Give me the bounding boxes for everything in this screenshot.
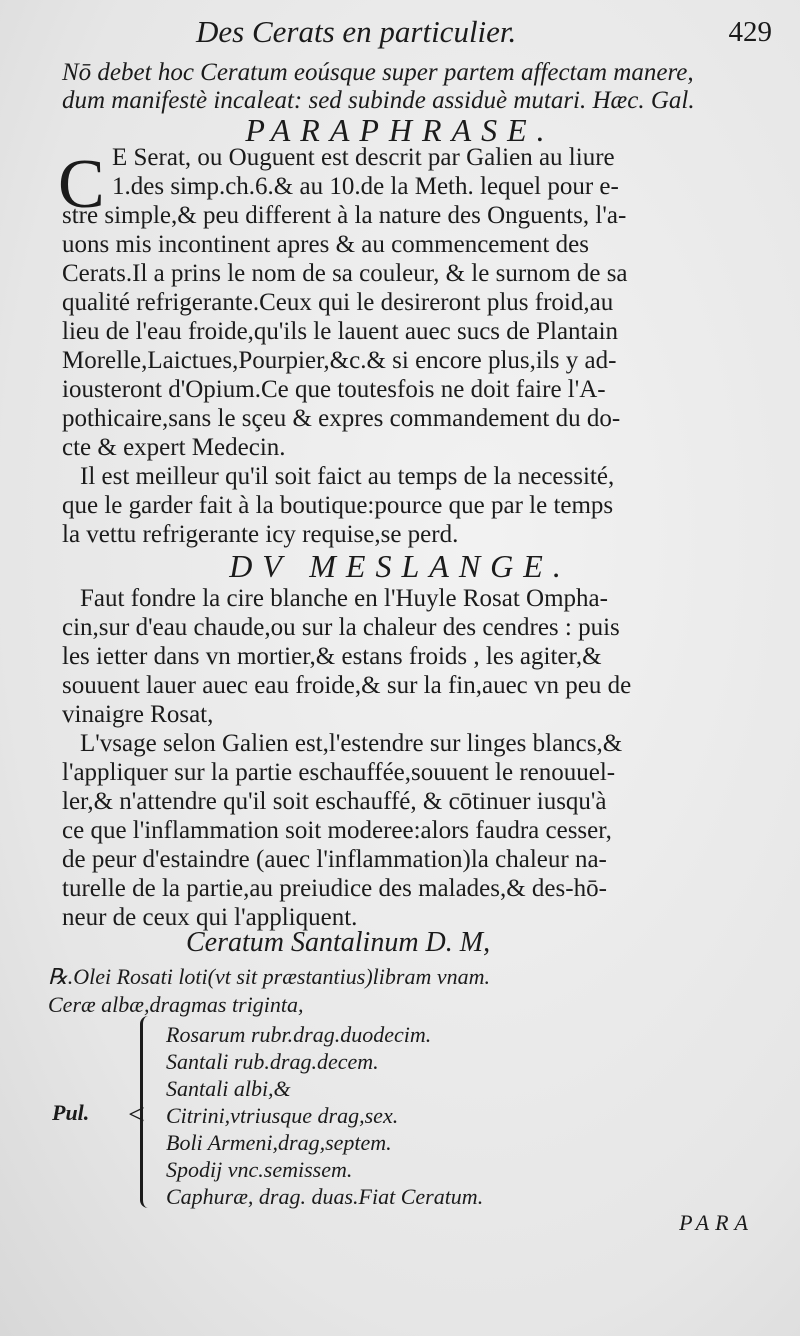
paragraph-line: Morelle,Laictues,Pourpier,&c.& si encore plus,ils y ad- — [62, 347, 617, 374]
ingredient-line: Santali albi,& — [166, 1076, 291, 1101]
section-title-paraphrase: PARAPHRASE. — [245, 112, 555, 148]
paragraph-line: les ietter dans vn mortier,& estans froids , les agiter,& — [62, 643, 602, 670]
paragraph-line: que le garder fait à la boutique:pource que par le temps — [62, 492, 614, 519]
paragraph-line: lieu de l'eau froide,qu'ils le lauent auec sucs de Plantain — [62, 318, 619, 345]
ingredient-line: Santali rub.drag.decem. — [166, 1049, 379, 1074]
page-number: 429 — [728, 16, 772, 48]
paragraph-line: Cerats.Il a prins le nom de sa couleur, & le surnom de sa — [62, 260, 628, 287]
paragraph-line: 1.des simp.ch.6.& au 10.de la Meth. lequel pour e- — [112, 173, 619, 200]
paragraph-line: pothicaire,sans le sçeu & expres commandement du do- — [62, 405, 621, 432]
running-title: Des Cerats en particulier. — [196, 14, 517, 49]
ingredient-line: Rosarum rubr.drag.duodecim. — [166, 1022, 432, 1047]
ingredient-line: Boli Armeni,drag,septem. — [166, 1130, 392, 1155]
paragraph-line: la vettu refrigerante icy requise,se perd. — [62, 521, 459, 548]
paragraph-line: L'vsage selon Galien est,l'estendre sur linges blancs,& — [80, 730, 623, 757]
paragraph-line: Il est meilleur qu'il soit faict au temps de la necessité, — [80, 463, 615, 490]
paragraph-line: souuent lauer auec eau froide,& sur la fin,auec vn peu de — [62, 672, 632, 699]
paragraph-line: stre simple,& peu different à la nature des Onguents, l'a- — [62, 202, 627, 229]
recipe-title: Ceratum Santalinum D. M, — [186, 927, 491, 958]
paragraph-line: Faut fondre la cire blanche en l'Huyle Rosat Ompha- — [80, 585, 608, 612]
paragraph-line: qualité refrigerante.Ceux qui le desireront plus froid,au — [62, 289, 614, 316]
paragraph-line: turelle de la partie,au preiudice des malades,& des-hō- — [62, 875, 607, 902]
recipe-line: Ceræ albæ,dragmas triginta, — [48, 992, 304, 1017]
paragraph-line: l'appliquer sur la partie eschauffée,souuent le renouuel- — [62, 759, 616, 786]
ingredient-line: Caphuræ, drag. duas.Fiat Ceratum. — [166, 1184, 484, 1209]
paragraph-line: cte & expert Medecin. — [62, 434, 286, 461]
brace-point: < — [128, 1098, 145, 1131]
section-title-meslange: DV MESLANGE. — [229, 548, 571, 584]
paragraph-line: neur de ceux qui l'appliquent. — [62, 904, 358, 931]
paragraph-line: ce que l'inflammation soit moderee:alors faudra cesser, — [62, 817, 612, 844]
paragraph-line: vinaigre Rosat, — [62, 701, 214, 728]
paragraph-line: de peur d'estaindre (auec l'inflammation)la chaleur na- — [62, 846, 607, 873]
drop-cap: C — [58, 146, 105, 223]
catchword: PARA — [679, 1210, 754, 1235]
ingredient-line: Spodij vnc.semissem. — [166, 1157, 353, 1182]
paragraph-line: iousteront d'Opium.Ce que toutesfois ne doit faire l'A- — [62, 376, 606, 403]
latin-intro-line: Nō debet hoc Ceratum eoúsque super partem affectam manere, — [62, 59, 694, 86]
paragraph-line: uons mis incontinent apres & au commencement des — [62, 231, 589, 258]
recipe-line: ℞.Olei Rosati loti(vt sit præstantius)libram vnam. — [48, 964, 490, 989]
paragraph-line: E Serat, ou Ouguent est descrit par Galien au liure — [112, 144, 615, 171]
paragraph-line: ler,& n'attendre qu'il soit eschauffé, & cōtinuer iusqu'à — [62, 788, 607, 815]
pul-label: Pul. — [52, 1100, 90, 1125]
paragraph-line: cin,sur d'eau chaude,ou sur la chaleur des cendres : puis — [62, 614, 620, 641]
latin-intro-line: dum manifestè incaleat: sed subinde assiduè mutari. Hæc. Gal. — [62, 87, 695, 114]
ingredient-line: Citrini,vtriusque drag,sex. — [166, 1103, 399, 1128]
